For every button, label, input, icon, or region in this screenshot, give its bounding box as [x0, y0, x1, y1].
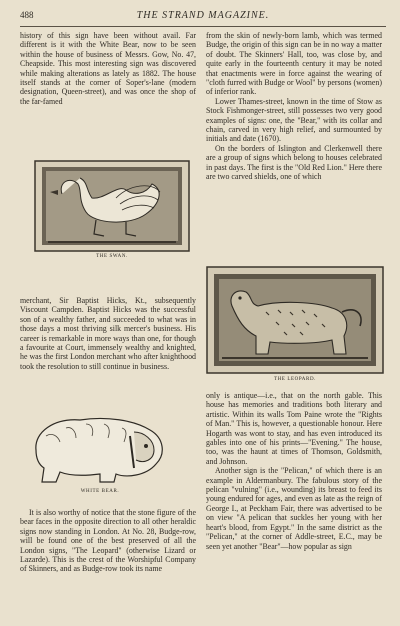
- leopard-engraving: [206, 266, 384, 374]
- right-column-bottom: [206, 391, 382, 551]
- swan-engraving: [34, 160, 190, 252]
- paragraph-stone-bear: It is also worthy of notice that the stone figure of the bear faces in the opposite direction to all other heraldic signs now standing in London. At No. 28, Budge-row, will be found one of the best preserved of all the London signs, "The Leopard" (otherwise Lizard or Lazarde). This is the crest of the Worshipful Company of Skinners, and as Budge-row took its name: [20, 508, 196, 574]
- paragraph-islington: On the borders of Islington and Clerkenwell there are a group of signs which belong to houses celebrated in past days. The first is the "Old Red Lion." Here there are two carved shields, one of which: [206, 143, 382, 182]
- left-column-top: [20, 31, 196, 106]
- white-bear-engraving: [30, 406, 170, 486]
- figure-white-bear: [30, 406, 170, 486]
- figure-leopard: [206, 266, 384, 374]
- caption-leopard: THE LEOPARD.: [273, 377, 317, 382]
- paragraph-white-bear: history of this sign have been without avail. Far different is it with the White Bear, now to be seen within the house of business of Messrs. Gow, No. 47, Cheapside. This most interesting sign was discovered while making alterations as lately as 1882. The house itself stands at the corner of Soper's-lane (modern designation, Queen-street), and was once the shop of the far-famed: [20, 31, 196, 106]
- running-title: THE STRAND MAGAZINE.: [136, 10, 270, 21]
- paragraph-red-lion-gable: only is antique—i.e., that on the north gable. This house has memories and traditions both literary and artistic. Within its walls Tom Paine wrote the "Rights of Man." This is, however, a questionable honour. Here Hogarth was wont to stay, and has even introduced its gables into one of his prints—"Evening." The house, too, was the haunt at times of Thomson, Goldsmith, and Johnson.: [206, 391, 382, 466]
- caption-white-bear: WHITE BEAR.: [80, 489, 120, 494]
- left-column-middle: [20, 296, 196, 371]
- left-column-bottom: [20, 508, 196, 574]
- paragraph-pelican: Another sign is the "Pelican," of which there is an example in Aldermanbury. The fabulous story of the pelican "vulning" (i.e., wounding) its breast to feed its young endured for ages, and even as late as the reign of George I., at Peckham Fair, there was advertised to be on view "A pelican that suckles her young with her heart's blood, from Egypt." In the same district as the "Pelican," at the corner of Addle-street, E.C., may be seen yet another "Bear"—how popular as sign: [206, 466, 382, 551]
- paragraph-budge: from the skin of newly-born lamb, which was termed Budge, the origin of this sign can be in no way a matter of doubt. The Skinners' Hall, too, was close by, and quite early in the fourteenth century it may be noted that enactments were in force against the wearing of "cloth furred with Budge or Wool" by persons (women) of inferior rank.: [206, 31, 382, 97]
- paragraph-thames-street: Lower Thames-street, known in the time of Stow as Stock Fishmonger-street, still possesses two very good examples of signs: one, the "Bear," with its collar and chain, carved in very high relief, and surmounted by initials and date (1670).: [206, 96, 382, 144]
- figure-swan: [34, 160, 190, 252]
- right-column-top: [206, 31, 382, 182]
- header-rule: [20, 26, 386, 27]
- caption-swan: THE SWAN.: [96, 254, 128, 259]
- paragraph-baptist-hicks: merchant, Sir Baptist Hicks, Kt., subsequently Viscount Campden. Baptist Hicks was the successful son of a wealthy father, and succeeded to what was in those days a most thriving silk mercer's business. His career is remarkable in more ways than one, for though a favourite at Court, immensely wealthy and knighted, he was the first London merchant who after knighthood took the resolution to still continue in business.: [20, 296, 196, 371]
- page-header: [20, 10, 386, 24]
- page-number: 488: [20, 10, 34, 20]
